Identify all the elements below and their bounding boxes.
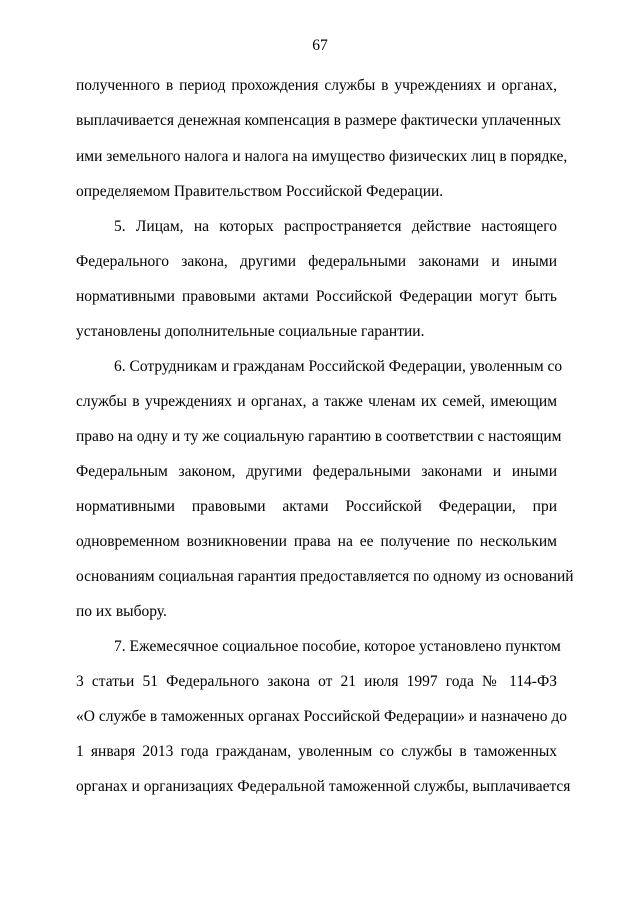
text-line: нормативными правовыми актами Российской Федерации, при bbox=[76, 498, 557, 515]
text-line: 1 января 2013 года гражданам, уволенным со службы в таможенных bbox=[76, 743, 557, 760]
text-line: основаниям социальная гарантия предоставляется по одному из оснований bbox=[76, 568, 574, 585]
text-line: выплачивается денежная компенсация в размере фактически уплаченных bbox=[76, 112, 562, 129]
text-line: установлены дополнительные социальные гарантии. bbox=[76, 323, 425, 340]
paragraph-7-first-line: 7. Ежемесячное социальное пособие, которое установлено пунктом bbox=[114, 638, 561, 655]
text-line: полученного в период прохождения службы в учреждениях и органах, bbox=[76, 77, 557, 94]
text-line: определяемом Правительством Российской Федерации. bbox=[76, 183, 444, 200]
text-line: Федерального закона, другими федеральными законами и иными bbox=[76, 253, 557, 270]
paragraph-6-first-line: 6. Сотрудникам и гражданам Российской Федерации, уволенным со bbox=[114, 358, 563, 375]
text-line: 3 статьи 51 Федерального закона от 21 июля 1997 года № 114-ФЗ bbox=[76, 673, 557, 690]
text-line: право на одну и ту же социальную гарантию в соответствии с настоящим bbox=[76, 428, 562, 445]
text-line: Федеральным законом, другими федеральными законами и иными bbox=[76, 463, 557, 480]
text-line: «О службе в таможенных органах Российской Федерации» и назначено до bbox=[76, 708, 568, 725]
text-line: службы в учреждениях и органах, а также членам их семей, имеющим bbox=[76, 393, 557, 410]
text-line: по их выбору. bbox=[76, 603, 167, 620]
page-number: 67 bbox=[312, 37, 328, 54]
text-line: нормативными правовыми актами Российской Федерации могут быть bbox=[76, 288, 557, 305]
text-line: одновременном возникновении права на ее получение по нескольким bbox=[76, 533, 557, 550]
text-line: ими земельного налога и налога на имущество физических лиц в порядке, bbox=[76, 148, 568, 165]
paragraph-5-first-line: 5. Лицам, на которых распространяется действие настоящего bbox=[114, 218, 557, 235]
text-line: органах и организациях Федеральной таможенной службы, выплачивается bbox=[76, 778, 571, 795]
